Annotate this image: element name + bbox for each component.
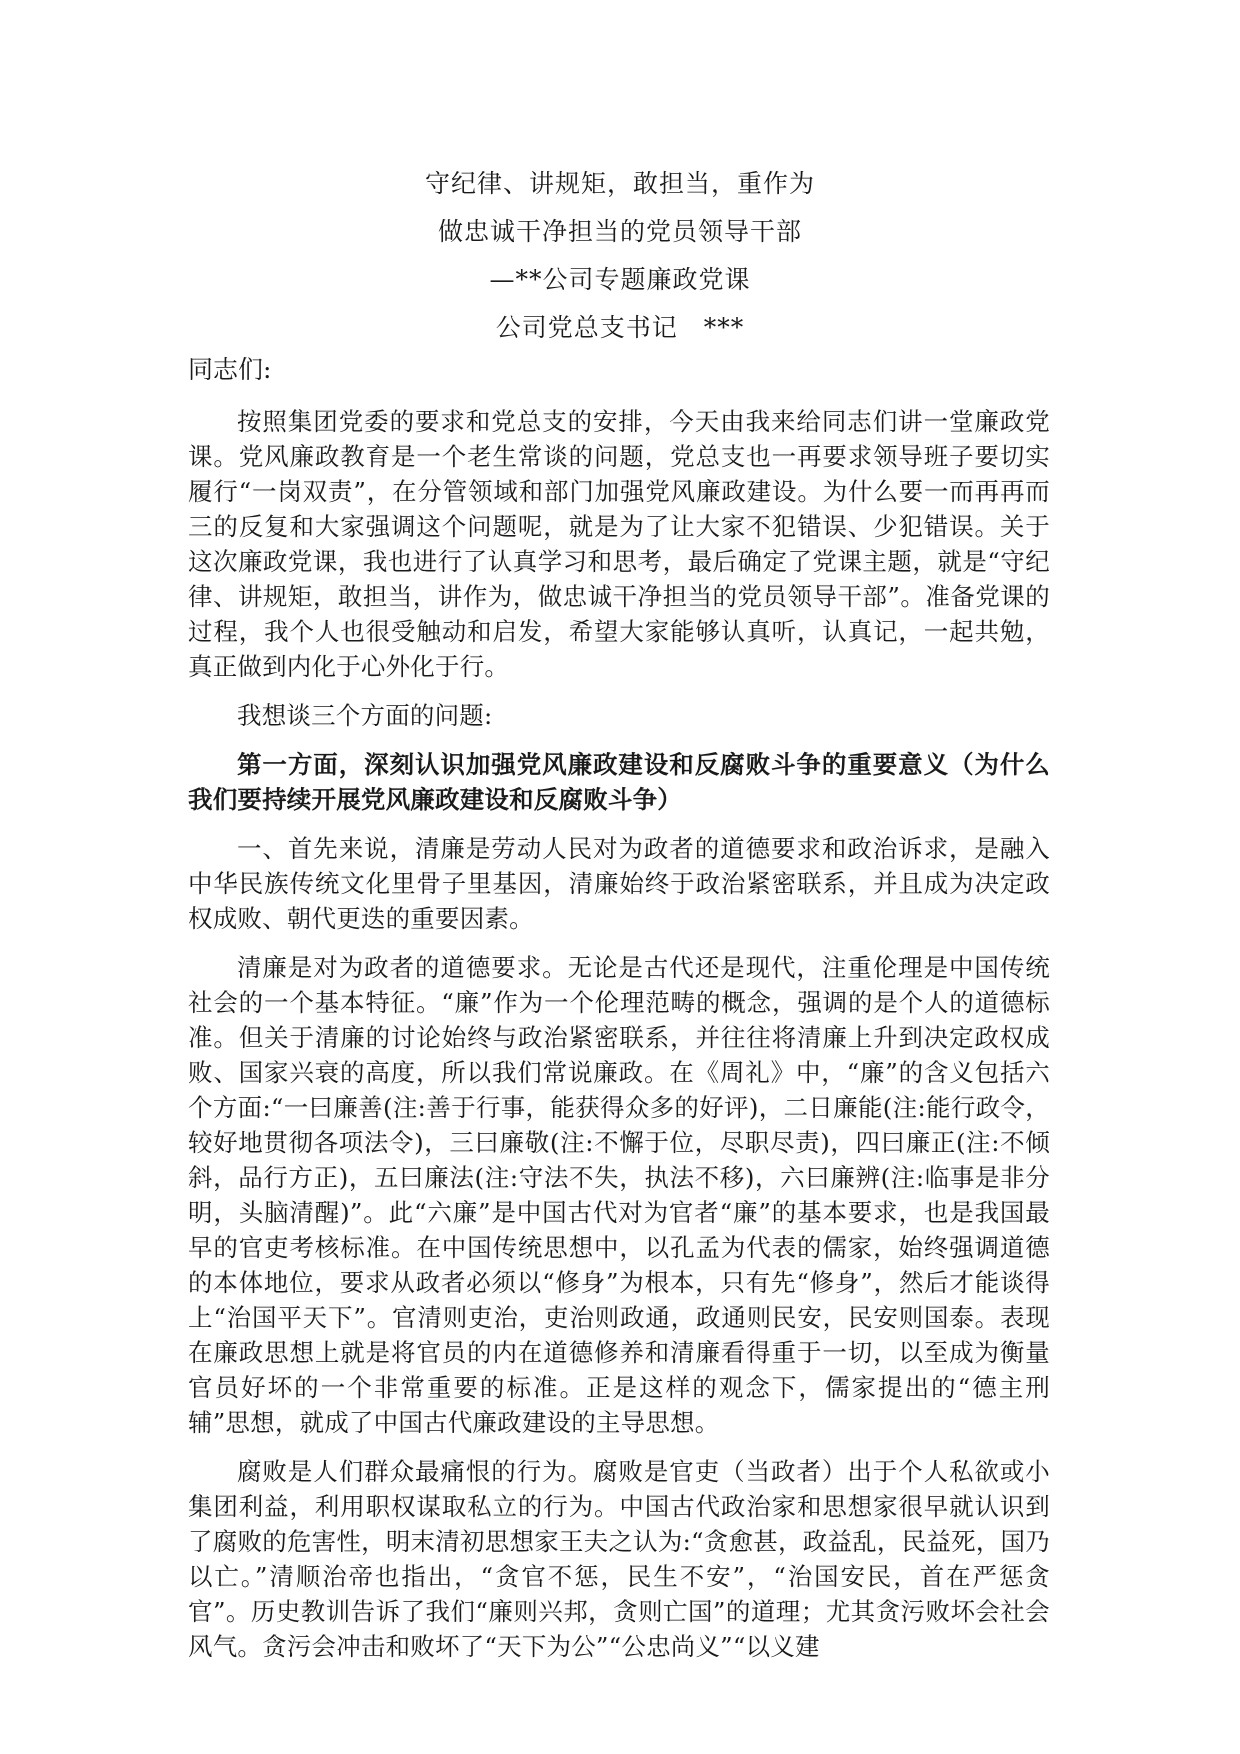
document-title: 守纪律、讲规矩，敢担当，重作为 (424, 169, 815, 198)
paragraph-intro: 按照集团党委的要求和党总支的安排，今天由我来给同志们讲一堂廉政党课。党风廉政教育是一个老生常谈的问题，党总支也一再要求领导班子要切实履行“一岗双责”，在分管领域和部门加强党风廉政建设。为什么要一而再再而三的反复和大家强调这个问题呢，就是为了让大家不犯错误、少犯错误。关于这次廉政党课，我也进行了认真学习和思考，最后确定了党课主题，就是“守纪律、讲规矩，敢担当，讲作为，做忠诚干净担当的党员领导干部”。准备党课的过程，我个人也很受触动和启发，希望大家能够认真听，认真记，一起共勉，真正做到内化于心外化于行。 (188, 407, 1050, 681)
document-body (188, 352, 1050, 1678)
paragraph-integrity: 清廉是对为政者的道德要求。无论是古代还是现代，注重伦理是中国传统社会的一个基本特征。“廉”作为一个伦理范畴的概念，强调的是个人的道德标准。但关于清廉的讨论始终与政治紧密联系，并往往将清廉上升到决定政权成败、国家兴衰的高度，所以我们常说廉政。在《周礼》中，“廉”的含义包括六个方面:“一曰廉善(注:善于行事，能获得众多的好评)，二日廉能(注:能行政令，较好地贯彻各项法令)，三曰廉敬(注:不懈于位，尽职尽责)，四曰廉正(注:不倾斜，品行方正)，五曰廉法(注:守法不失，执法不移)，六曰廉辨(注:临事是非分明，头脑清醒)”。此“六廉”是中国古代对为官者“廉”的基本要求，也是我国最早的官吏考核标准。在中国传统思想中，以孔孟为代表的儒家，始终强调道德的本体地位，要求从政者必须以“修身”为根本，只有先“修身”，然后才能谈得上“治国平天下”。官清则吏治，吏治则政通，政通则民安，民安则国泰。表现在廉政思想上就是将官员的内在道德修养和清廉看得重于一切，以至成为衡量官员好坏的一个非常重要的标准。正是这样的观念下，儒家提出的“德主刑辅”思想，就成了中国古代廉政建设的主导思想。 (188, 953, 1050, 1437)
section-heading: 第一方面，深刻认识加强党风廉政建设和反腐败斗争的重要意义（为什么我们要持续开展党风廉政建设和反腐败斗争） (188, 750, 1050, 814)
salutation: 同志们: (188, 355, 272, 384)
paragraph-point-one: 一、首先来说，清廉是劳动人民对为政者的道德要求和政治诉求，是融入中华民族传统文化里骨子里基因，清廉始终于政治紧密联系，并且成为决定政权成败、朝代更迭的重要因素。 (188, 834, 1050, 933)
document-subtitle: 做忠诚干净担当的党员领导干部 (437, 217, 802, 246)
document-title-block (0, 160, 1240, 352)
paragraph-outline: 我想谈三个方面的问题: (237, 701, 493, 730)
document-author: 公司党总支书记 *** (495, 313, 745, 342)
document-series-line: —**公司专题廉政党课 (489, 265, 751, 294)
paragraph-corruption: 腐败是人们群众最痛恨的行为。腐败是官吏（当政者）出于个人私欲或小集团利益，利用职权谋取私立的行为。中国古代政治家和思想家很早就认识到了腐败的危害性，明末清初思想家王夫之认为:“贪愈甚，政益乱，民益死，国乃以亡。”清顺治帝也指出，“贪官不惩，民生不安”，“治国安民，首在严惩贪官”。历史教训告诉了我们“廉则兴邦，贪则亡国”的道理；尤其贪污败坏会社会风气。贪污会冲击和败坏了“天下为公”“公忠尚义”“以义建 (188, 1457, 1050, 1661)
